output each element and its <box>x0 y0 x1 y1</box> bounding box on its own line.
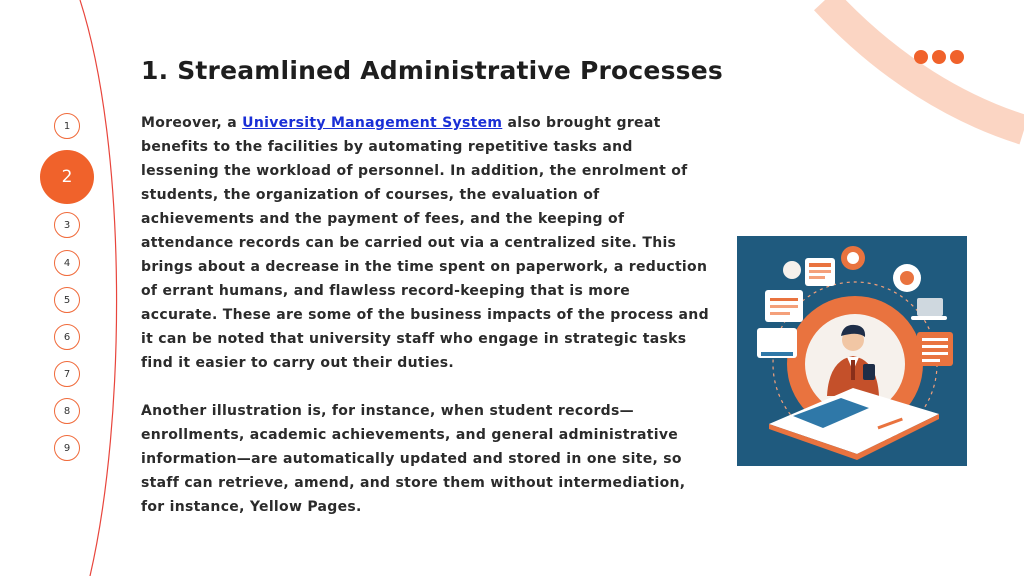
paragraph-1 <box>141 111 711 375</box>
step-8[interactable]: 8 <box>54 398 80 424</box>
step-5[interactable]: 5 <box>54 287 80 313</box>
paragraph-1-rest: also brought great benefits to the facilities by automating repetitive tasks and lessening the workload of personnel. In addition, the enrolment of students, the organization of courses, the evaluation of achievements and the payment of fees, and the keeping of attendance records can be carried out via a centralized site. This brings about a decrease in the time spent on paperwork, a reduction of errant humans, and flawless record-keeping that is more accurate. These are some of the business impacts of the process and it can be noted that university staff who engage in strategic tasks find it easier to carry out their duties. <box>141 115 709 371</box>
step-6[interactable]: 6 <box>54 324 80 350</box>
administrator-illustration <box>737 236 967 466</box>
step-2-active[interactable]: 2 <box>40 150 94 204</box>
step-navigation <box>0 0 140 576</box>
step-3[interactable]: 3 <box>54 212 80 238</box>
step-1[interactable]: 1 <box>54 113 80 139</box>
page-title: 1. Streamlined Administrative Processes <box>141 56 723 85</box>
step-9[interactable]: 9 <box>54 435 80 461</box>
three-dots-icon <box>914 50 964 64</box>
university-management-system-link[interactable]: University Management System <box>242 115 503 131</box>
step-4[interactable]: 4 <box>54 250 80 276</box>
body-text <box>141 111 711 519</box>
step-7[interactable]: 7 <box>54 361 80 387</box>
paragraph-1-start: Moreover, a <box>141 115 243 131</box>
paragraph-2: Another illustration is, for instance, when student records—enrollments, academic achievements, and general administrative information—are automatically updated and stored in one site, so staff can retrieve, amend, and store them without intermediation, for instance, Yellow Pages. <box>141 403 686 515</box>
